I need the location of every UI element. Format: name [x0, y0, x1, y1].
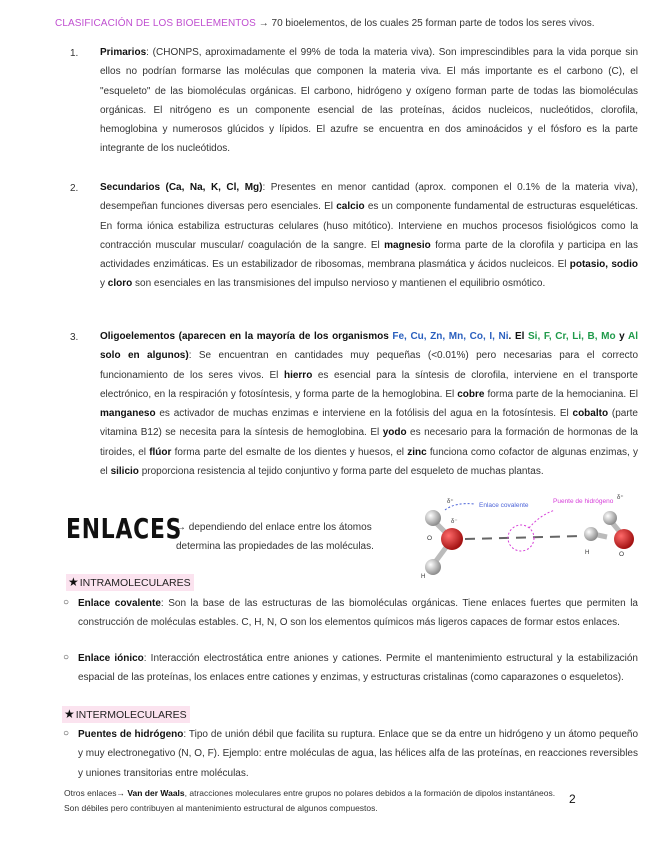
bold-term: yodo: [382, 427, 407, 439]
bold-term: zinc: [407, 446, 427, 458]
bold-term: silicio: [110, 466, 139, 478]
intramoleculares-label: [66, 574, 194, 591]
bold-term: Secundarios (Ca, Na, K, Cl, Mg): [100, 182, 263, 193]
text-run: es un componente fundamental de estructuras esqueléticas. En forma iónica estabiliza estructuras celulares (huso mitótico). Interviene en muchos procesos fisiológicos como la contracción muscular muscular/ coagulación de la sangre. El: [100, 201, 638, 251]
element-list-some: Si, F, Cr, Li, B, Mo: [528, 331, 616, 342]
enlaces-title: ENLACES: [66, 512, 183, 545]
classification-intro: [55, 17, 645, 31]
hydrogen-bond-line: [465, 536, 583, 539]
text-run: es necesario para la formación de hormonas de la tiroides, el: [100, 427, 638, 458]
atom-label-h: H: [585, 550, 590, 556]
oxygen-atom: [441, 528, 463, 550]
bold-term: potasio, sodio: [569, 259, 638, 271]
bold-term: manganeso: [100, 408, 156, 420]
atom-label-o: O: [619, 551, 625, 558]
intermoleculares-label: [62, 706, 190, 723]
star-icon: ★: [68, 575, 79, 589]
hydrogen-atom: [584, 527, 598, 541]
text-run: : Se encuentran en cantidades muy pequeñas (<0.01%) pero necesarias para el correcto funcionamiento de los seres vivos. El: [100, 350, 639, 381]
covalente-label: Enlace covalente: [479, 502, 529, 509]
bold-term: Enlace iónico: [78, 653, 144, 664]
item-number-3: 3.: [70, 332, 79, 343]
bold-term: y: [615, 331, 628, 342]
text-run: es activador de muchas enzimas e interviene en la fotólisis del agua en la fotosíntesis. El: [155, 408, 573, 420]
text-run: : Presentes en menor cantidad (aprox. componen el 0.1% de la materia viva), desempeñan funciones diversas pero esenciales. El: [100, 182, 638, 213]
item-secundarios: [100, 178, 638, 294]
bold-term: cobre: [457, 388, 485, 400]
intermoleculares-label-text: INTERMOLECULARES: [75, 709, 187, 721]
text-run: : (CHONPS, aproximadamente el 99% de toda la materia viva). Son imprescindibles para la vida porque sin ellos no podrían formarse las moléculas que componen la materia viva. El más importante es el carbono (C), el "esqueleto" de las biomoléculas orgánicas. El carbono, hidrógeno y oxígeno forman parte de todas las biomoléculas orgánicas. El nitrógeno es un componente esencial de las proteínas, ácidos nucleicos, nucleótidos, clorofila, hemoglobina y numerosos glúcidos y lípidos. El azufre se encuentra en dos aminoácidos y el fósforo es la parte integrante de los nucleótidos.: [100, 47, 638, 155]
bold-term: solo en algunos): [100, 350, 189, 362]
text-run: forma parte de la clorofila y participa en las actividades enzimáticas. Es un estabilizador de ribosomas, membrana plasmática y ácidos nucleicos. El: [100, 239, 638, 271]
puente-label: Puente de hidrógeno: [553, 498, 614, 505]
bold-term: magnesio: [384, 239, 431, 251]
page-number: 2: [569, 792, 576, 806]
text-run: , atracciones moleculares entre grupos no polares debidos a la formación de dipolos instantáneos. Son débiles pero contribuyen al mantenimiento estructural de algunos compuestos.: [64, 788, 556, 813]
bold-term: . El: [508, 331, 529, 342]
item-primarios: [100, 43, 638, 159]
text-run: (parte vitamina B12) se necesita para la síntesis de hemoglobina. El: [100, 408, 638, 439]
circle-bullet-icon: ○: [63, 652, 70, 663]
footer-note: [64, 786, 569, 816]
item-number-1: 1.: [70, 48, 79, 59]
bold-term: Puentes de hidrógeno: [78, 729, 184, 740]
hydrogen-atom: [425, 559, 441, 575]
bold-term: flúor: [149, 446, 172, 458]
text-run: y: [100, 278, 108, 290]
atom-label-o: O: [427, 535, 433, 542]
oxygen-atom: [614, 529, 634, 549]
item-number-2: 2.: [70, 183, 79, 194]
classification-summary: → 70 bioelementos, de los cuales 25 forman parte de todos los seres vivos.: [255, 18, 595, 29]
text-run: : Tipo de unión débil que facilita su ruptura. Enlace que se da entre un hidrógeno y un átomo pequeño y muy electronegativo (N, O, F). Ejemplo: entre moléculas de agua, las hélices alfa de las proteínas, en reacciones reversibles y uniones transitorias entre moléculas.: [78, 729, 638, 779]
hydrogen-atom: [425, 510, 441, 526]
atom-label-h: H: [421, 574, 426, 580]
puente-pointer: [529, 510, 555, 528]
bold-term: Primarios: [100, 47, 147, 58]
inter-item-puentes: [78, 725, 638, 783]
circle-bullet-icon: ○: [63, 597, 70, 608]
intra-item-covalente: [78, 594, 638, 633]
circle-bullet-icon: ○: [63, 728, 70, 739]
enlaces-description: → dependiendo del enlace entre los átomos determina las propiedades de las moléculas.: [176, 522, 374, 552]
water-molecules-diagram: [395, 490, 655, 580]
text-run: es esencial para la síntesis de clorofila, interviene en el transporte electrónico, en la respiración y fotosíntesis, y forma parte de la hemoglobina. El: [100, 369, 638, 400]
text-run: : Son la base de las estructuras de las biomoléculas orgánicas. Tiene enlaces fuertes que permiten la construcción de moléculas estables. C, H, N, O son los elementos químicos más ligeros capaces de formar estos enlaces.: [78, 598, 638, 629]
intramoleculares-label-text: INTRAMOLECULARES: [79, 577, 191, 589]
element-list-some: Al: [628, 331, 638, 342]
text-run: forma parte del esmalte de los dientes y huesos, el: [171, 446, 408, 458]
star-icon: ★: [64, 707, 75, 721]
bold-term: cloro: [107, 278, 133, 290]
text-run: : Interacción electrostática entre aniones y cationes. Permite el mantenimiento estructural y la estabilización espacial de las proteínas, los enlaces entre cationes y enzimas, y estructuras cristalinas (como caparazones o esqueletos).: [78, 653, 638, 684]
bold-term: Enlace covalente: [78, 598, 161, 609]
hydrogen-atom: [603, 511, 617, 525]
element-list-common: Fe, Cu, Zn, Mn, Co, I, Ni: [392, 331, 509, 342]
text-run: son esenciales en las transmisiones del impulso nervioso y mantienen el equilibrio osmótico.: [132, 278, 546, 290]
text-run: proporciona resistencia al tejido conjuntivo y forma parte del esqueleto de muchas plantas.: [138, 466, 544, 478]
bold-term: hierro: [283, 369, 313, 381]
text-run: funciona como cofactor de algunas enzimas, y el: [100, 446, 638, 478]
text-run: Otros enlaces→: [64, 788, 128, 798]
item-oligoelementos: [100, 327, 638, 481]
bold-term: cobalto: [572, 408, 609, 420]
partial-positive: δ⁺: [447, 499, 454, 505]
bold-term: calcio: [336, 201, 365, 213]
partial-positive: δ⁺: [617, 495, 624, 501]
bold-term: Oligoelementos (aparecen en la mayoría de los organismos: [100, 331, 393, 342]
intra-item-ionico: [78, 649, 638, 688]
partial-negative: δ⁻: [451, 519, 458, 525]
bold-term: Van der Waals: [127, 788, 185, 798]
text-run: forma parte de la hemocianina. El: [484, 388, 638, 400]
classification-heading: CLASIFICACIÓN DE LOS BIOELEMENTOS: [55, 18, 256, 29]
